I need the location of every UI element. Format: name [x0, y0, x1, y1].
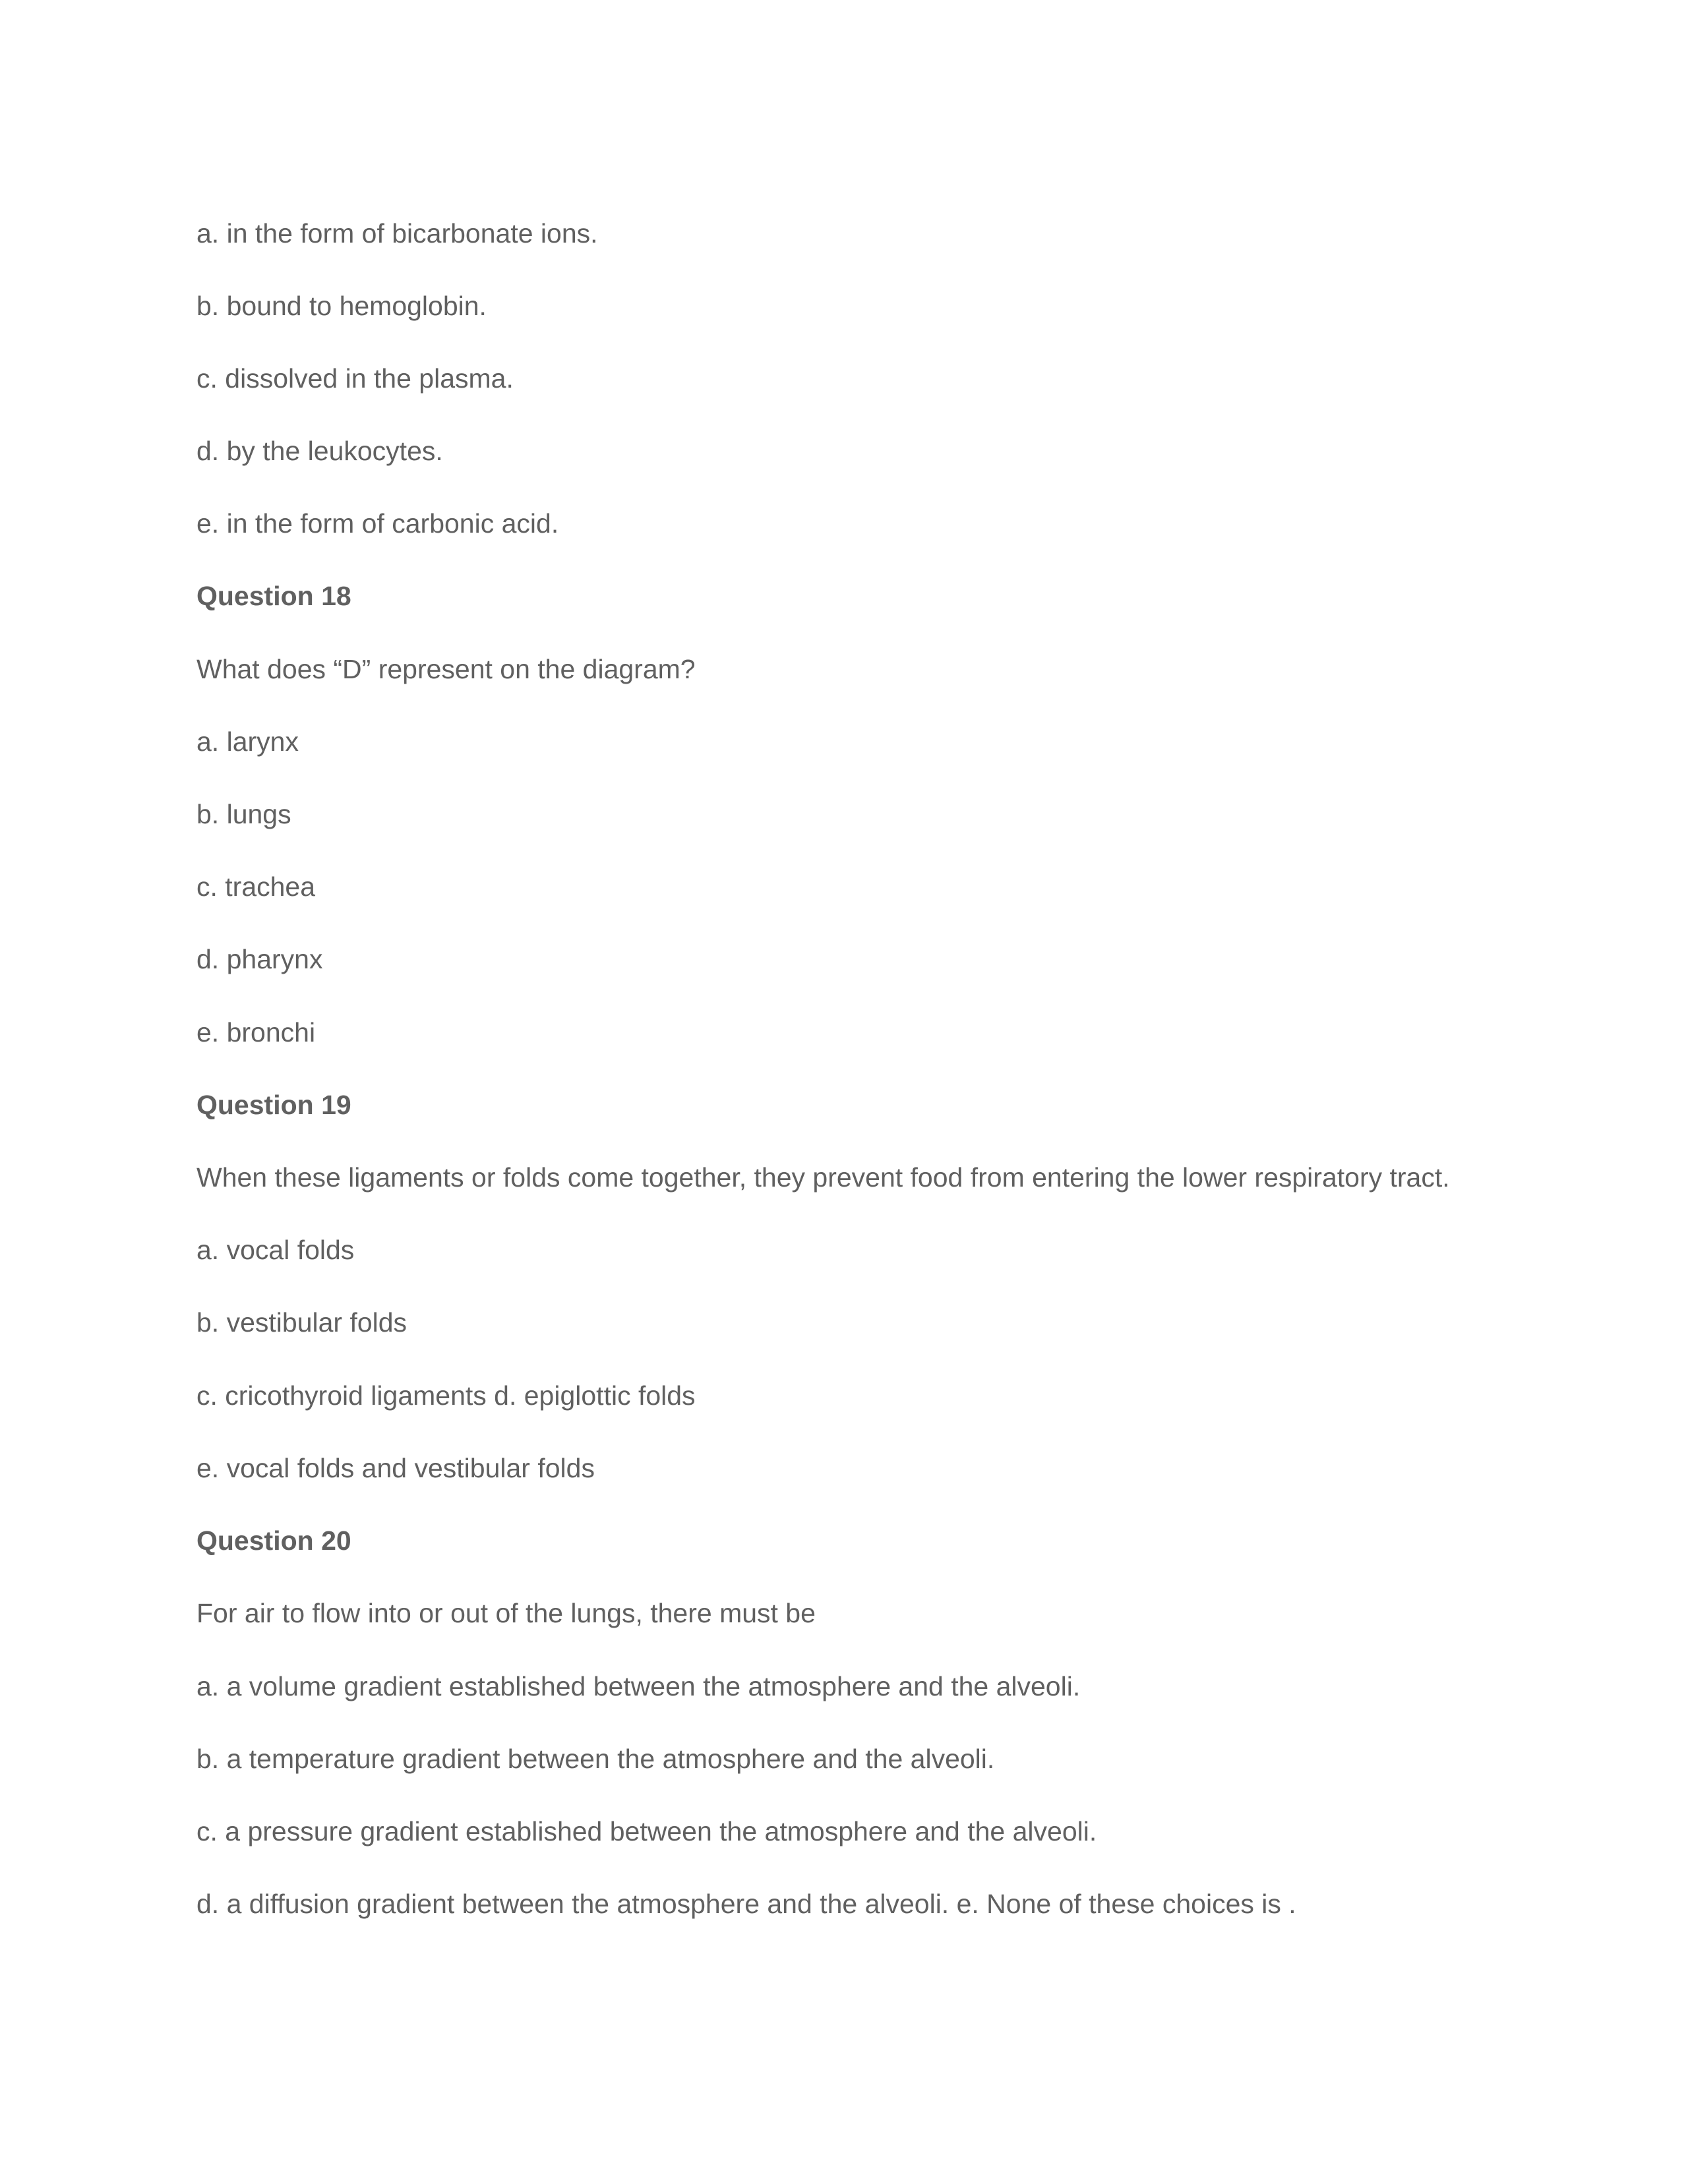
q18-prompt: What does “D” represent on the diagram? — [196, 654, 696, 684]
q20-option-a: a. a volume gradient established between the atmosphere and the alveoli. — [196, 1671, 1081, 1701]
q19-option-e: e. vocal folds and vestibular folds — [196, 1453, 595, 1483]
q20-heading: Question 20 — [196, 1525, 351, 1556]
q18-option-d: d. pharynx — [196, 944, 323, 974]
q17-option-b: b. bound to hemoglobin. — [196, 291, 487, 321]
q19-prompt: When these ligaments or folds come together, they prevent food from entering the lower respiratory tract. — [196, 1162, 1450, 1193]
q19-option-a: a. vocal folds — [196, 1235, 355, 1265]
q20-option-c: c. a pressure gradient established between the atmosphere and the alveoli. — [196, 1816, 1097, 1846]
q18-option-c: c. trachea — [196, 871, 316, 902]
q19-option-c-d: c. cricothyroid ligaments d. epiglottic folds — [196, 1380, 696, 1411]
q20-option-d-e: d. a diffusion gradient between the atmosphere and the alveoli. e. None of these choices is . — [196, 1889, 1296, 1919]
q18-option-a: a. larynx — [196, 726, 299, 757]
q17-option-d: d. by the leukocytes. — [196, 436, 443, 466]
q20-prompt: For air to flow into or out of the lungs, there must be — [196, 1598, 816, 1628]
q17-option-e: e. in the form of carbonic acid. — [196, 508, 559, 539]
q19-heading: Question 19 — [196, 1090, 351, 1120]
q17-option-c: c. dissolved in the plasma. — [196, 363, 514, 394]
q18-option-b: b. lungs — [196, 799, 291, 829]
q18-heading: Question 18 — [196, 581, 351, 611]
q20-option-b: b. a temperature gradient between the atmosphere and the alveoli. — [196, 1744, 995, 1774]
q18-option-e: e. bronchi — [196, 1017, 316, 1048]
q17-option-a: a. in the form of bicarbonate ions. — [196, 218, 598, 249]
q19-option-b: b. vestibular folds — [196, 1307, 407, 1338]
